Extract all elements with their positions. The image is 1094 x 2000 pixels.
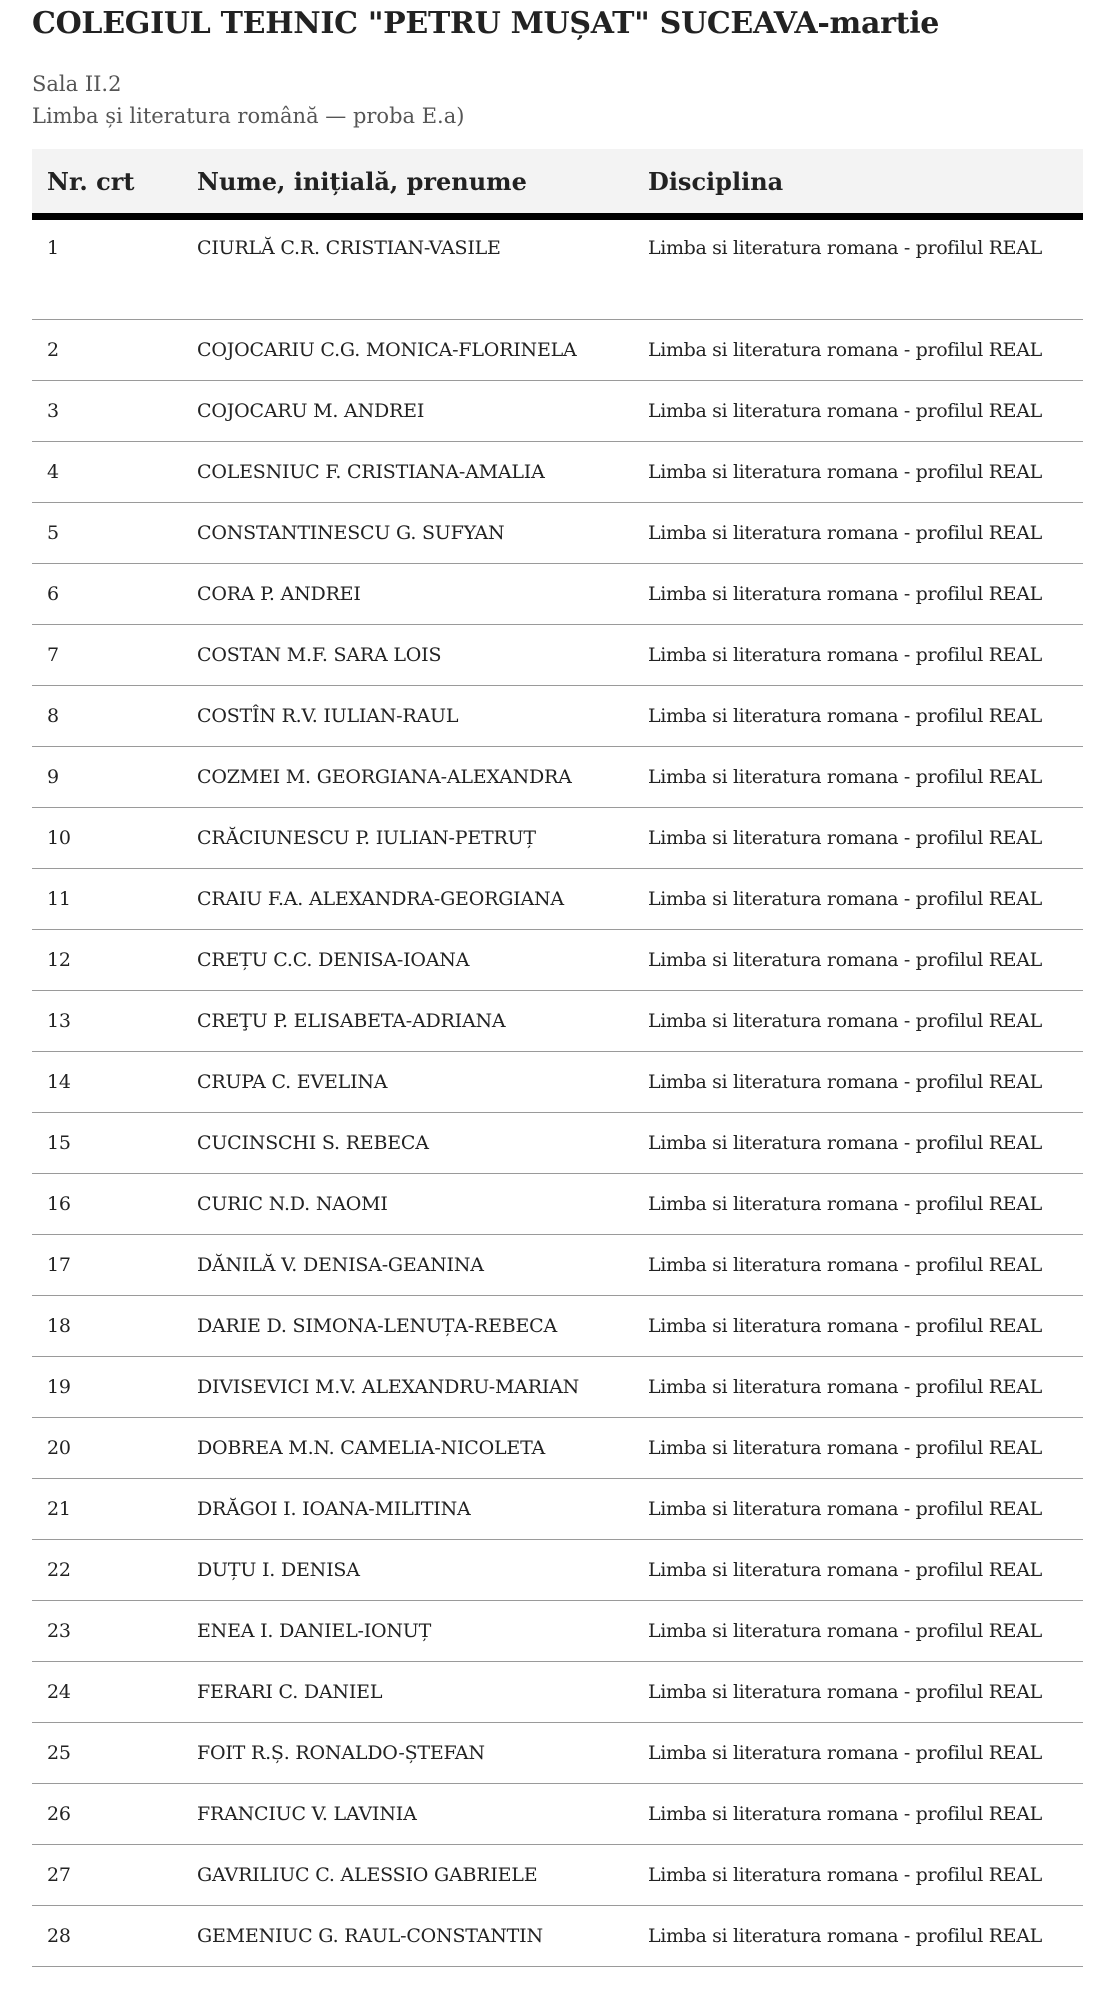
cell-nr: 7	[32, 625, 182, 686]
cell-nr: 12	[32, 930, 182, 991]
cell-name: GEMENIUC G. RAUL-CONSTANTIN	[182, 1906, 633, 1967]
cell-nr: 1	[32, 217, 182, 320]
cell-nr: 28	[32, 1906, 182, 1967]
cell-discipline: Limba si literatura romana - profilul REAL	[633, 1601, 1083, 1662]
cell-discipline: Limba si literatura romana - profilul REAL	[633, 1540, 1083, 1601]
cell-nr: 23	[32, 1601, 182, 1662]
cell-name: DUȚU I. DENISA	[182, 1540, 633, 1601]
column-header-discipline: Disciplina	[633, 149, 1083, 217]
cell-name: DĂNILĂ V. DENISA-GEANINA	[182, 1235, 633, 1296]
cell-nr: 25	[32, 1723, 182, 1784]
cell-nr: 13	[32, 991, 182, 1052]
table-header-row	[32, 149, 1083, 217]
cell-name: DRĂGOI I. IOANA-MILITINA	[182, 1479, 633, 1540]
cell-nr: 21	[32, 1479, 182, 1540]
cell-discipline: Limba si literatura romana - profilul REAL	[633, 1723, 1083, 1784]
cell-name: FRANCIUC V. LAVINIA	[182, 1784, 633, 1845]
table-header	[32, 149, 1083, 217]
table-row	[32, 442, 1083, 503]
cell-nr: 26	[32, 1784, 182, 1845]
table-row	[32, 217, 1083, 320]
cell-discipline: Limba si literatura romana - profilul REAL	[633, 991, 1083, 1052]
cell-nr: 6	[32, 564, 182, 625]
cell-discipline: Limba si literatura romana - profilul REAL	[633, 1296, 1083, 1357]
cell-name: CRAIU F.A. ALEXANDRA-GEORGIANA	[182, 869, 633, 930]
cell-discipline: Limba si literatura romana - profilul REAL	[633, 1052, 1083, 1113]
table-row	[32, 686, 1083, 747]
cell-nr: 14	[32, 1052, 182, 1113]
cell-discipline: Limba si literatura romana - profilul REAL	[633, 442, 1083, 503]
cell-name: ENEA I. DANIEL-IONUȚ	[182, 1601, 633, 1662]
table-row	[32, 747, 1083, 808]
cell-name: CORA P. ANDREI	[182, 564, 633, 625]
cell-discipline: Limba si literatura romana - profilul REAL	[633, 1235, 1083, 1296]
cell-nr: 10	[32, 808, 182, 869]
cell-nr: 5	[32, 503, 182, 564]
cell-nr: 17	[32, 1235, 182, 1296]
table-row	[32, 1113, 1083, 1174]
cell-nr: 4	[32, 442, 182, 503]
table-row	[32, 1540, 1083, 1601]
table-row	[32, 1723, 1083, 1784]
cell-discipline: Limba si literatura romana - profilul REAL	[633, 564, 1083, 625]
cell-discipline: Limba si literatura romana - profilul REAL	[633, 1113, 1083, 1174]
exam-label: Limba și literatura română — proba E.a)	[32, 104, 465, 128]
candidates-table	[32, 149, 1083, 1967]
cell-name: COJOCARU M. ANDREI	[182, 381, 633, 442]
cell-nr: 9	[32, 747, 182, 808]
cell-name: CIURLĂ C.R. CRISTIAN-VASILE	[182, 217, 633, 320]
page-title: COLEGIUL TEHNIC "PETRU MUȘAT" SUCEAVA-martie	[32, 6, 940, 41]
cell-name: DIVISEVICI M.V. ALEXANDRU-MARIAN	[182, 1357, 633, 1418]
cell-discipline: Limba si literatura romana - profilul REAL	[633, 1906, 1083, 1967]
cell-nr: 15	[32, 1113, 182, 1174]
table-row	[32, 1296, 1083, 1357]
cell-name: CURIC N.D. NAOMI	[182, 1174, 633, 1235]
cell-nr: 11	[32, 869, 182, 930]
cell-discipline: Limba si literatura romana - profilul REAL	[633, 930, 1083, 991]
cell-nr: 18	[32, 1296, 182, 1357]
table-row	[32, 808, 1083, 869]
table-row	[32, 1357, 1083, 1418]
cell-nr: 16	[32, 1174, 182, 1235]
table-row	[32, 320, 1083, 381]
cell-name: COZMEI M. GEORGIANA-ALEXANDRA	[182, 747, 633, 808]
table-row	[32, 1601, 1083, 1662]
table-row	[32, 1052, 1083, 1113]
cell-nr: 8	[32, 686, 182, 747]
cell-name: COSTÎN R.V. IULIAN-RAUL	[182, 686, 633, 747]
cell-name: FERARI C. DANIEL	[182, 1662, 633, 1723]
table-row	[32, 1662, 1083, 1723]
cell-name: CRUPA C. EVELINA	[182, 1052, 633, 1113]
cell-discipline: Limba si literatura romana - profilul REAL	[633, 1174, 1083, 1235]
table-row	[32, 1235, 1083, 1296]
table-row	[32, 869, 1083, 930]
cell-discipline: Limba si literatura romana - profilul REAL	[633, 808, 1083, 869]
cell-discipline: Limba si literatura romana - profilul REAL	[633, 320, 1083, 381]
table-row	[32, 1174, 1083, 1235]
cell-name: GAVRILIUC C. ALESSIO GABRIELE	[182, 1845, 633, 1906]
table-row	[32, 1906, 1083, 1967]
cell-name: DOBREA M.N. CAMELIA-NICOLETA	[182, 1418, 633, 1479]
cell-name: COJOCARIU C.G. MONICA-FLORINELA	[182, 320, 633, 381]
cell-discipline: Limba si literatura romana - profilul REAL	[633, 1784, 1083, 1845]
cell-discipline: Limba si literatura romana - profilul REAL	[633, 217, 1083, 320]
table-row	[32, 381, 1083, 442]
cell-name: CRĂCIUNESCU P. IULIAN-PETRUȚ	[182, 808, 633, 869]
table-row	[32, 1479, 1083, 1540]
cell-discipline: Limba si literatura romana - profilul REAL	[633, 1479, 1083, 1540]
cell-discipline: Limba si literatura romana - profilul REAL	[633, 1418, 1083, 1479]
cell-discipline: Limba si literatura romana - profilul REAL	[633, 686, 1083, 747]
cell-discipline: Limba si literatura romana - profilul REAL	[633, 1845, 1083, 1906]
room-label: Sala II.2	[32, 72, 122, 96]
cell-discipline: Limba si literatura romana - profilul REAL	[633, 1357, 1083, 1418]
column-header-name: Nume, inițială, prenume	[182, 149, 633, 217]
cell-name: COLESNIUC F. CRISTIANA-AMALIA	[182, 442, 633, 503]
cell-name: CREȚU C.C. DENISA-IOANA	[182, 930, 633, 991]
table-row	[32, 625, 1083, 686]
cell-name: DARIE D. SIMONA-LENUȚA-REBECA	[182, 1296, 633, 1357]
cell-name: COSTAN M.F. SARA LOIS	[182, 625, 633, 686]
cell-nr: 22	[32, 1540, 182, 1601]
table-row	[32, 503, 1083, 564]
cell-discipline: Limba si literatura romana - profilul REAL	[633, 869, 1083, 930]
cell-discipline: Limba si literatura romana - profilul REAL	[633, 625, 1083, 686]
table-row	[32, 991, 1083, 1052]
table-row	[32, 1784, 1083, 1845]
cell-name: CREŢU P. ELISABETA-ADRIANA	[182, 991, 633, 1052]
cell-nr: 3	[32, 381, 182, 442]
table-body	[32, 217, 1083, 1967]
table-row	[32, 1845, 1083, 1906]
cell-name: CONSTANTINESCU G. SUFYAN	[182, 503, 633, 564]
cell-nr: 20	[32, 1418, 182, 1479]
cell-nr: 2	[32, 320, 182, 381]
table-row	[32, 930, 1083, 991]
cell-nr: 19	[32, 1357, 182, 1418]
cell-discipline: Limba si literatura romana - profilul REAL	[633, 503, 1083, 564]
table-row	[32, 564, 1083, 625]
cell-discipline: Limba si literatura romana - profilul REAL	[633, 381, 1083, 442]
column-header-nr: Nr. crt	[32, 149, 182, 217]
cell-nr: 27	[32, 1845, 182, 1906]
cell-nr: 24	[32, 1662, 182, 1723]
cell-discipline: Limba si literatura romana - profilul REAL	[633, 747, 1083, 808]
cell-discipline: Limba si literatura romana - profilul REAL	[633, 1662, 1083, 1723]
cell-name: CUCINSCHI S. REBECA	[182, 1113, 633, 1174]
table-row	[32, 1418, 1083, 1479]
cell-name: FOIT R.Ș. RONALDO-ȘTEFAN	[182, 1723, 633, 1784]
